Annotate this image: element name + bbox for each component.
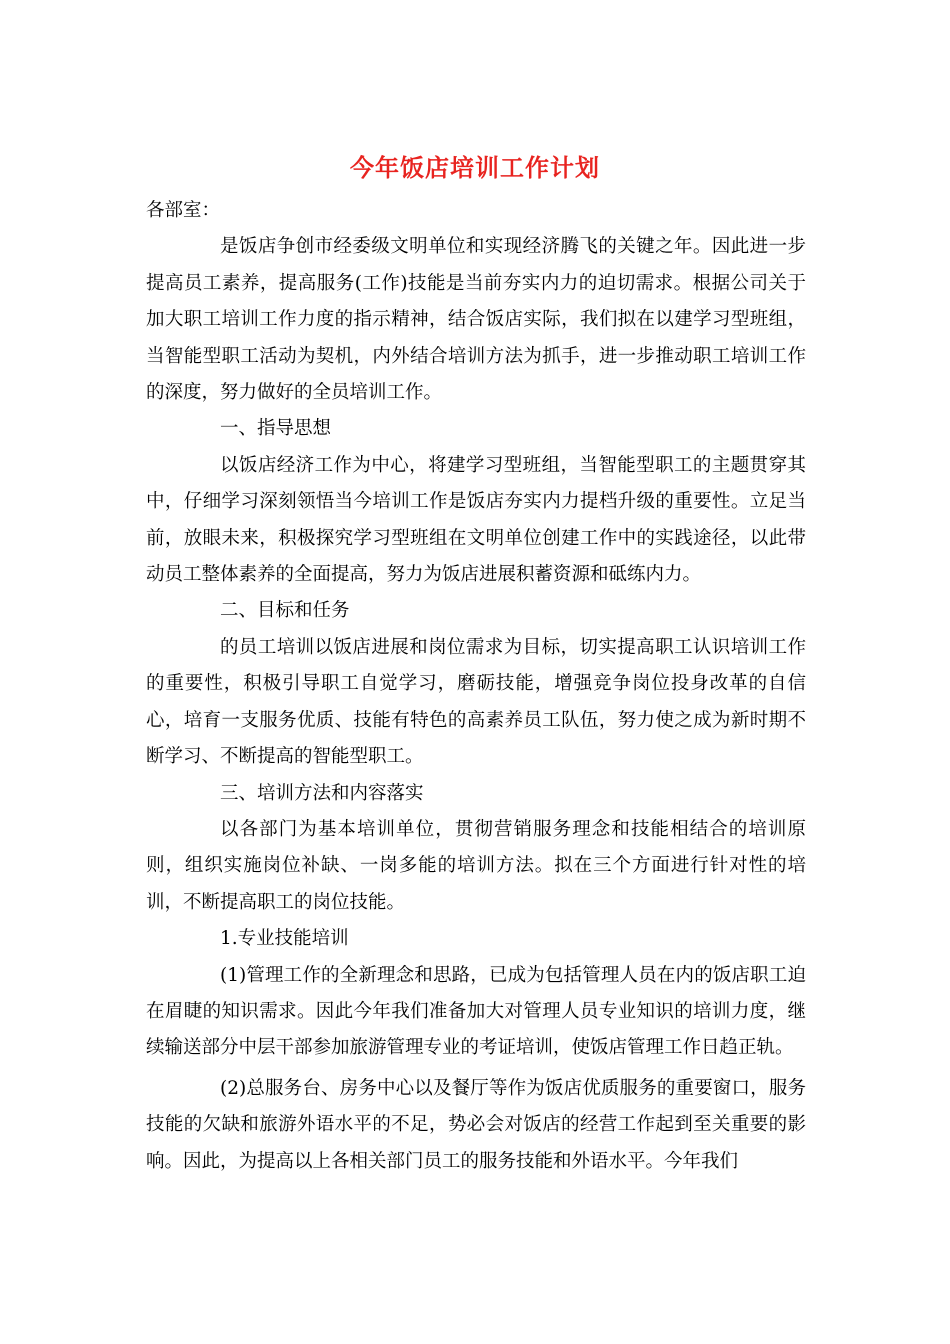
paragraph-goals-tasks: 的员工培训以饭店进展和岗位需求为目标，切实提高职工认识培训工作的重要性，积极引导职工自觉学习，磨砺技能，增强竞争岗位投身改革的自信心，培育一支服务优质、技能有特色的高素养员工队伍，努力使之成为新时期不断学习、不断提高的智能型职工。 [146,636,806,768]
document-title: 今年饭店培训工作计划 [350,153,600,182]
paragraph-intro: 是饭店争创市经委级文明单位和实现经济腾飞的关键之年。因此进一步提高员工素养，提高服务(工作)技能是当前夯实内力的迫切需求。根据公司关于加大职工培训工作力度的指示精神，结合饭店实际，我们拟在以建学习型班组，当智能型职工活动为契机，内外结合培训方法为抓手，进一步推动职工培训工作的深度，努力做好的全员培训工作。 [146,236,806,404]
salutation: 各部室： [146,200,221,221]
heading-guiding-ideology: 一、指导思想 [220,418,332,440]
paragraph-guiding-ideology: 以饭店经济工作为中心，将建学习型班组，当智能型职工的主题贯穿其中，仔细学习深刻领悟当今培训工作是饭店夯实内力提档升级的重要性。立足当前，放眼未来，积极探究学习型班组在文明单位创建工作中的实践途径，以此带动员工整体素养的全面提高，努力为饭店进展积蓄资源和砥练内力。 [146,454,806,586]
heading-goals-tasks: 二、目标和任务 [220,600,350,622]
heading-training-methods: 三、培训方法和内容落实 [220,782,424,804]
paragraph-training-methods: 以各部门为基本培训单位，贯彻营销服务理念和技能相结合的培训原则，组织实施岗位补缺、一岗多能的培训方法。拟在三个方面进行针对性的培训，不断提高职工的岗位技能。 [146,818,806,913]
paragraph-item-1: (1)管理工作的全新理念和思路，已成为包括管理人员在内的饭店职工迫在眉睫的知识需求。因此今年我们准备加大对管理人员专业知识的培训力度，继续输送部分中层干部参加旅游管理专业的考证培训，使饭店管理工作日趋正轨。 [146,964,806,1059]
document-body [146,193,806,1180]
heading-professional-skills: 1.专业技能培训 [220,928,349,950]
paragraph-item-2: (2)总服务台、房务中心以及餐厅等作为饭店优质服务的重要窗口，服务技能的欠缺和旅游外语水平的不足，势必会对饭店的经营工作起到至关重要的影响。因此，为提高以上各相关部门员工的服务技能和外语水平。今年我们 [146,1077,806,1172]
